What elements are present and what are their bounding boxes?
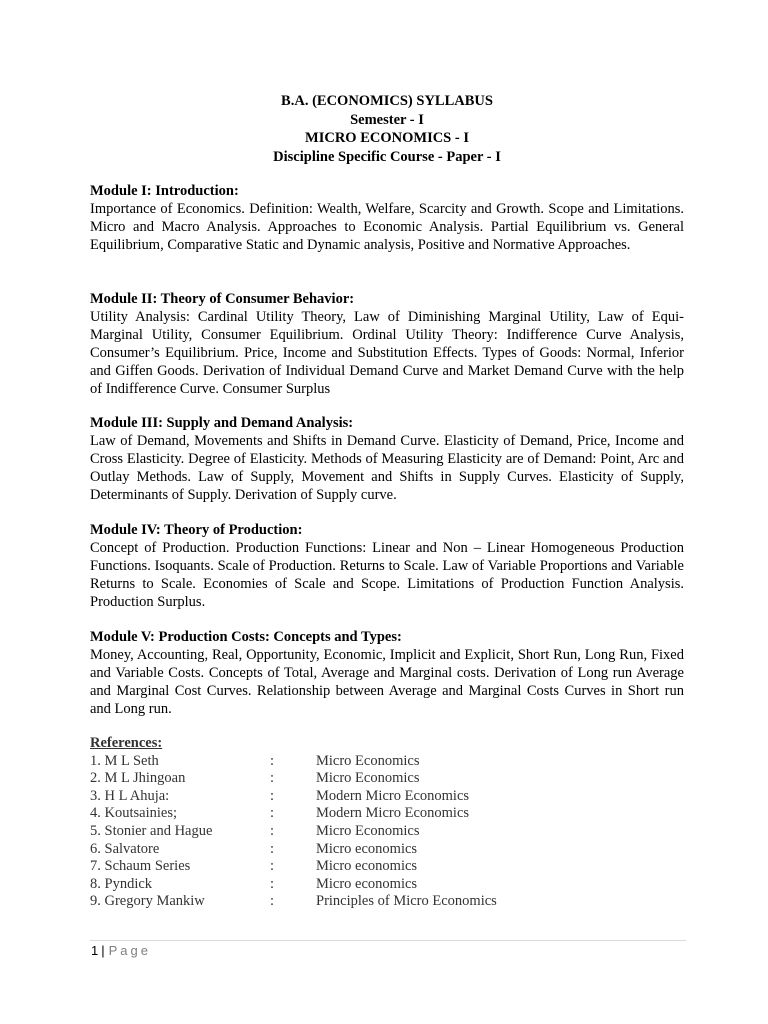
reference-separator: : <box>270 787 275 804</box>
module-2 <box>90 290 684 399</box>
syllabus-header <box>90 92 684 166</box>
footer-separator: | <box>101 943 105 958</box>
module-2-body: Utility Analysis: Cardinal Utility Theory, Law of Diminishing Marginal Utility, Law of Equi-Marginal Utility, Consumer Equilibrium. Ordinal Utility Theory: Indifference Curve Analysis, Consumer’s Equilibrium. Price, Income and Substitution Effects. Types of Goods: Normal, Inferior and Giffen Goods. Derivation of Individual Demand Curve and Market Demand Curve with the help of Indifference Curve. Consumer Surplus <box>90 309 684 398</box>
module-2-title: Module II: Theory of Consumer Behavior: <box>90 291 355 307</box>
module-5 <box>90 628 684 718</box>
header-course-name: MICRO ECONOMICS - I <box>305 130 469 147</box>
reference-item <box>90 788 684 806</box>
page-label: Page <box>108 943 151 958</box>
header-semester: Semester - I <box>350 111 424 128</box>
module-3 <box>90 414 684 504</box>
reference-separator: : <box>270 752 275 769</box>
module-4-body: Concept of Production. Production Functions: Linear and Non – Linear Homogeneous Production Functions. Isoquants. Scale of Production. Returns to Scale. Law of Variable Proportions and Variable Returns to Scale. Economies of Scale and Scope. Limitations of Production Function Analysis. Production Surplus. <box>90 540 684 611</box>
footer-divider <box>90 940 686 941</box>
reference-separator: : <box>270 858 275 875</box>
references-heading: References: <box>90 735 163 751</box>
reference-separator: : <box>270 770 275 787</box>
reference-item <box>90 770 684 788</box>
reference-title: Micro economics <box>316 840 418 857</box>
reference-author: 2. M L Jhingoan <box>90 770 186 787</box>
reference-author: 7. Schaum Series <box>90 858 191 875</box>
reference-title: Micro Economics <box>316 752 420 769</box>
reference-separator: : <box>270 893 275 910</box>
reference-title: Modern Micro Economics <box>316 805 470 822</box>
module-1 <box>90 182 684 254</box>
reference-title: Micro economics <box>316 858 418 875</box>
module-5-body: Money, Accounting, Real, Opportunity, Economic, Implicit and Explicit, Short Run, Long Run, Fixed and Variable Costs. Concepts of Total, Average and Marginal costs. Derivation of Long run Average and Marginal Cost Curves. Relationship between Average and Marginal Costs Curves in Short run and Long run. <box>90 647 684 718</box>
reference-title: Micro Economics <box>316 770 420 787</box>
reference-separator: : <box>270 805 275 822</box>
module-4-title: Module IV: Theory of Production: <box>90 522 303 538</box>
module-1-title: Module I: Introduction: <box>90 183 239 199</box>
reference-item <box>90 805 684 823</box>
module-4 <box>90 521 684 611</box>
module-1-body: Importance of Economics. Definition: Wealth, Welfare, Scarcity and Growth. Scope and Limitations. Micro and Macro Analysis. Approaches to Economic Analysis. Partial Equilibrium vs. General Equilibrium, Comparative Static and Dynamic analysis, Positive and Normative Approaches. <box>90 201 684 254</box>
reference-title: Micro economics <box>316 875 418 892</box>
reference-title: Principles of Micro Economics <box>316 893 497 910</box>
header-paper: Discipline Specific Course - Paper - I <box>273 148 501 165</box>
reference-separator: : <box>270 875 275 892</box>
reference-item <box>90 823 684 841</box>
reference-author: 6. Salvatore <box>90 840 160 857</box>
header-syllabus-title: B.A. (ECONOMICS) SYLLABUS <box>281 93 493 109</box>
reference-author: 8. Pyndick <box>90 875 153 892</box>
references-section <box>90 735 684 911</box>
reference-author: 3. H L Ahuja: <box>90 787 170 804</box>
reference-item <box>90 876 684 894</box>
reference-author: 1. M L Seth <box>90 752 159 769</box>
page-footer <box>91 942 151 960</box>
reference-title: Micro Economics <box>316 822 420 839</box>
reference-title: Modern Micro Economics <box>316 787 470 804</box>
module-3-title: Module III: Supply and Demand Analysis: <box>90 415 354 431</box>
reference-item <box>90 893 684 911</box>
reference-item <box>90 753 684 771</box>
reference-author: 5. Stonier and Hague <box>90 822 213 839</box>
module-5-title: Module V: Production Costs: Concepts and Types: <box>90 629 402 645</box>
reference-item <box>90 841 684 859</box>
reference-item <box>90 858 684 876</box>
reference-separator: : <box>270 840 275 857</box>
page-number: 1 <box>91 943 99 958</box>
reference-separator: : <box>270 822 275 839</box>
reference-author: 4. Koutsainies; <box>90 805 177 822</box>
module-3-body: Law of Demand, Movements and Shifts in Demand Curve. Elasticity of Demand, Price, Income and Cross Elasticity. Degree of Elasticity. Methods of Measuring Elasticity are of Demand: Point, Arc and Outlay Methods. Law of Supply, Movement and Shifts in Supply Curves. Elasticity of Supply, Determinants of Supply. Derivation of Supply curve. <box>90 433 684 504</box>
reference-author: 9. Gregory Mankiw <box>90 893 205 910</box>
